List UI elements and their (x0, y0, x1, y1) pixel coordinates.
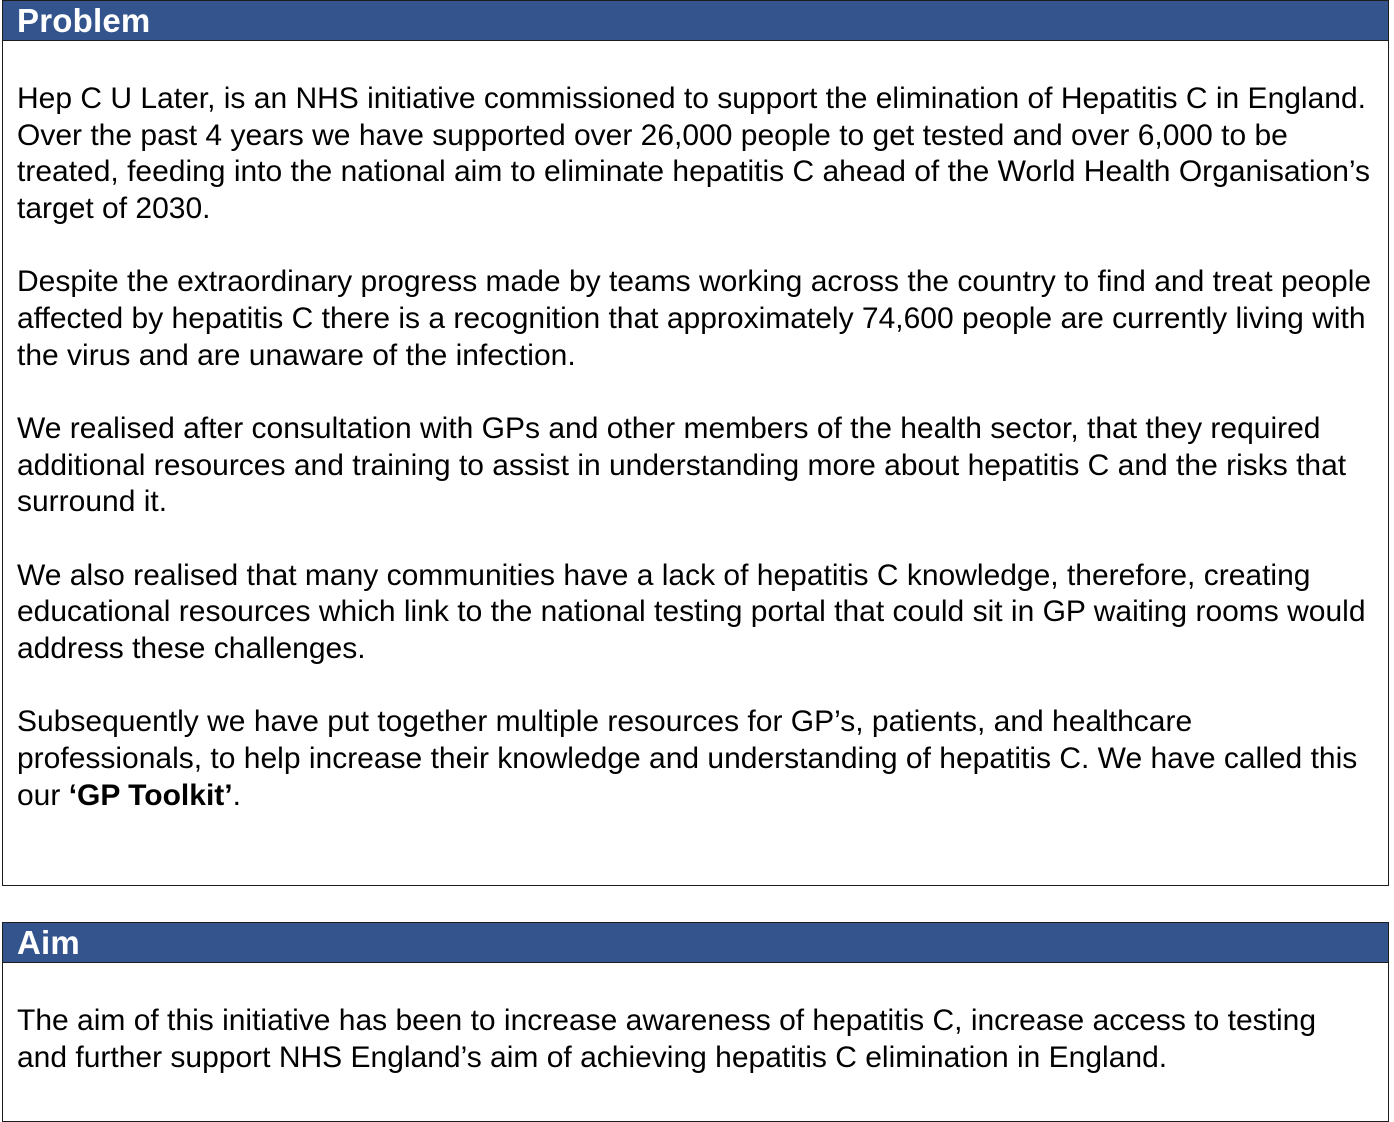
gp-toolkit-emphasis: ‘GP Toolkit’ (68, 778, 233, 812)
problem-header (3, 1, 1388, 41)
aim-body (3, 963, 1388, 1076)
problem-section (2, 0, 1389, 886)
problem-paragraph-5 (17, 704, 1374, 814)
problem-paragraph-2: Despite the extraordinary progress made by teams working across the country to find and treat people affected by hepatitis C there is a recognition that approximately 74,600 people are currently living with the virus and are unaware of the infection. (17, 265, 1372, 372)
problem-body (3, 41, 1388, 814)
problem-paragraph-5-text: Subsequently we have put together multiple resources for GP’s, patients, and healthcare professionals, to help increase their knowledge and understanding of hepatitis C. We have called this our (17, 705, 1358, 812)
problem-paragraph-4: We also realised that many communities have a lack of hepatitis C knowledge, therefore, creating educational resources which link to the national testing portal that could sit in GP waiting rooms would address these challenges. (17, 558, 1366, 665)
problem-paragraph-5-end: . (232, 778, 241, 812)
aim-header (3, 923, 1388, 963)
problem-paragraph-3: We realised after consultation with GPs and other members of the health sector, that they required additional resources and training to assist in understanding more about hepatitis C and the risks that surround it. (17, 411, 1347, 519)
problem-paragraph-1: Hep C U Later, is an NHS initiative commissioned to support the elimination of Hepatitis C in England. Over the past 4 years we have supported over 26,000 people to get tested and over 6,000 to be treated, feeding into the national aim to eliminate hepatitis C ahead of the World Health Organisation’s target of 2030. (17, 82, 1371, 226)
aim-heading: Aim (17, 923, 80, 961)
aim-paragraph: The aim of this initiative has been to increase awareness of hepatitis C, increase access to testing and further support NHS England’s aim of achieving hepatitis C elimination in England. (17, 1004, 1317, 1074)
aim-section (2, 922, 1389, 1122)
problem-heading: Problem (17, 1, 151, 39)
